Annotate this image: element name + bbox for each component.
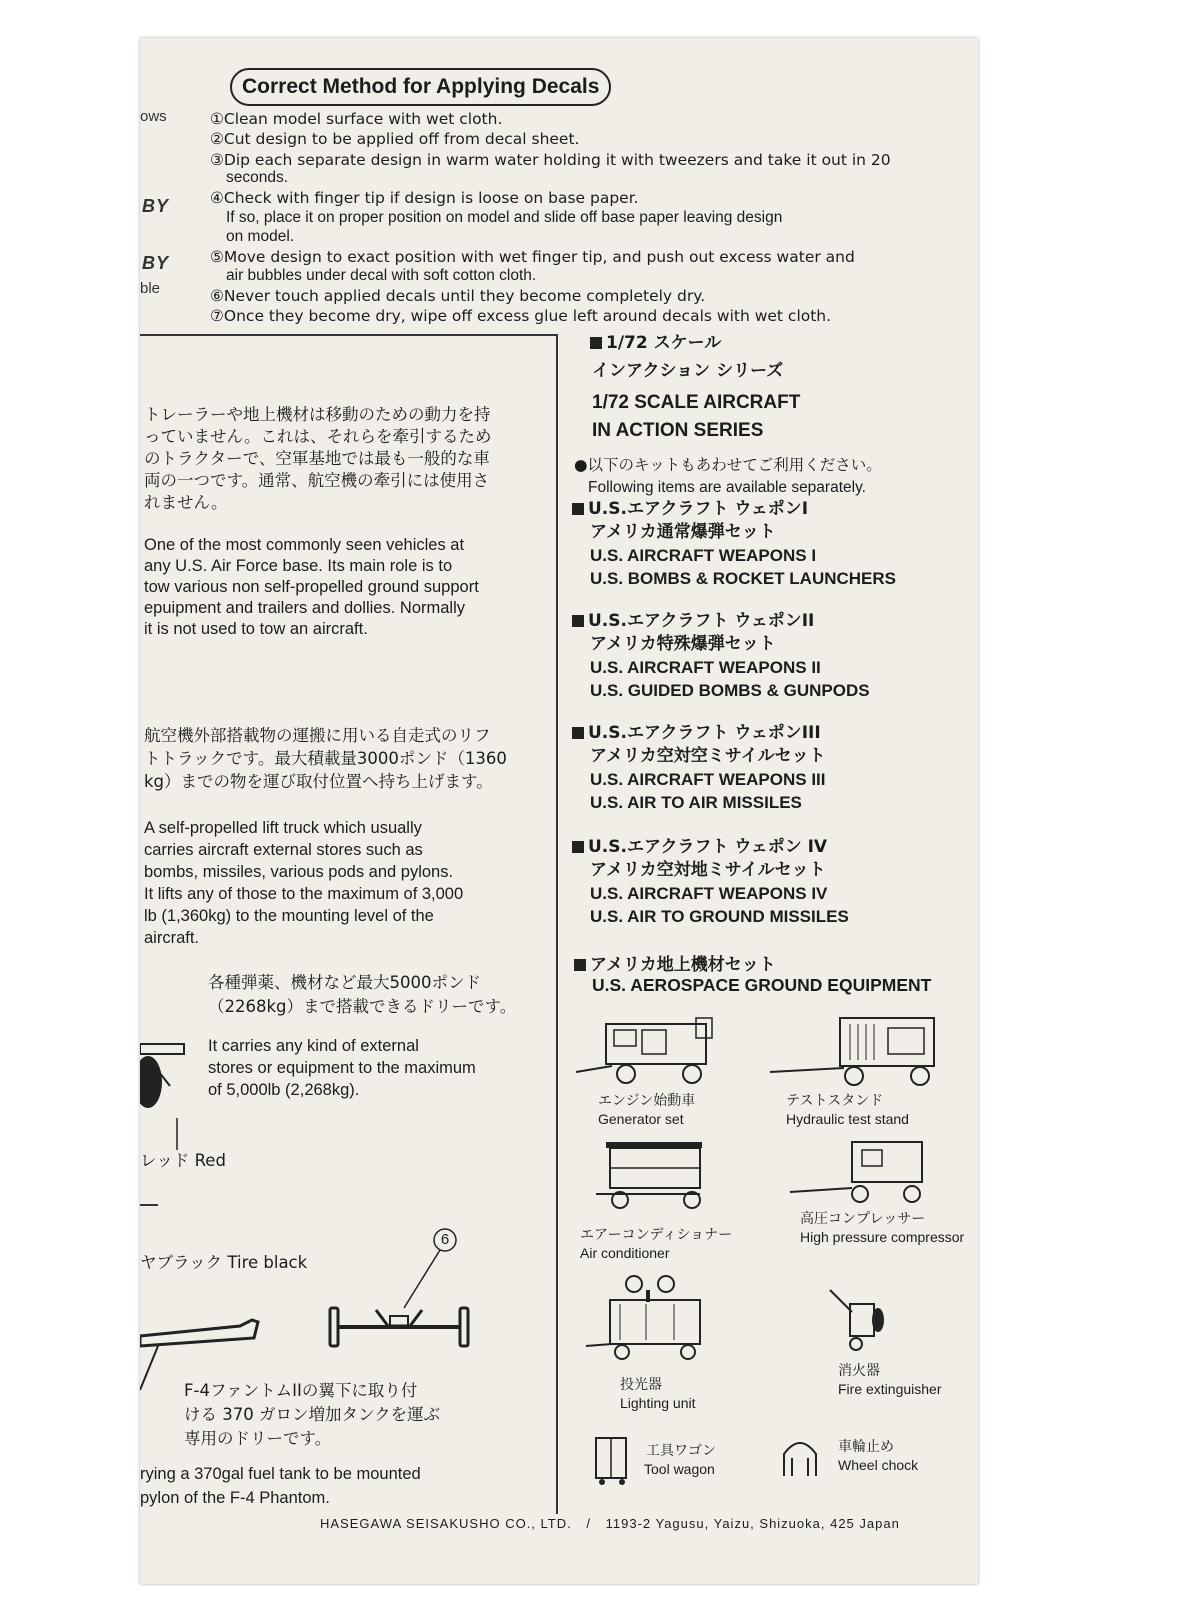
equipment-label-en: Generator set — [598, 1111, 684, 1127]
text-line: it is not used to tow an aircraft. — [144, 620, 368, 638]
margin-fragment: ble — [140, 280, 161, 297]
square-bullet-icon — [572, 503, 584, 515]
kit-subtitle-en: U.S. BOMBS & ROCKET LAUNCHERS — [590, 569, 897, 588]
text-line: aircraft. — [144, 929, 200, 947]
text-line: 各種弾薬、機材など最大5000ポンド — [208, 973, 481, 992]
text-line: tow various non self-propelled ground support — [144, 578, 479, 596]
margin-fragment: BY — [142, 196, 170, 216]
high-pressure-compressor-illustration — [790, 1138, 930, 1218]
kit-subtitle-jp: アメリカ空対空ミサイルセット — [590, 746, 826, 766]
ground-equipment-title-en: U.S. AEROSPACE GROUND EQUIPMENT — [592, 975, 932, 995]
kit-title-en: U.S. AIRCRAFT WEAPONS IV — [590, 884, 828, 903]
text-line: 航空機外部搭載物の運搬に用いる自走式のリフ — [144, 726, 491, 745]
text-line: stores or equipment to the maximum — [208, 1059, 476, 1077]
kit-subtitle-en: U.S. AIR TO AIR MISSILES — [590, 793, 802, 812]
paint-label-red: レッド Red — [140, 1151, 226, 1170]
dash-mark — [140, 1204, 158, 1206]
kit-subtitle-jp: アメリカ通常爆弾セット — [590, 522, 776, 542]
part-number: 6 — [440, 1231, 450, 1248]
equipment-label-en: Air conditioner — [580, 1245, 670, 1261]
text-line: れません。 — [144, 493, 228, 512]
fire-extinguisher-illustration — [830, 1290, 890, 1356]
decal-title: Correct Method for Applying Decals — [230, 68, 611, 106]
kit-title-en: U.S. AIRCRAFT WEAPONS II — [590, 658, 821, 677]
hydraulic-test-stand-illustration — [770, 1014, 940, 1090]
text-line: 専用のドリーです。 — [184, 1429, 332, 1448]
text-line: トレーラーや地上機材は移動のための動力を持 — [144, 405, 491, 424]
text-line: ける 370 ガロン増加タンクを運ぶ — [184, 1405, 441, 1424]
instruction-sheet — [140, 38, 978, 1584]
panel-top-rule — [140, 334, 558, 336]
equipment-label-en: Tool wagon — [644, 1461, 715, 1477]
text-line: of 5,000lb (2,268kg). — [208, 1081, 360, 1099]
square-bullet-icon — [572, 615, 584, 627]
equipment-label-jp: エアーコンディショナー — [580, 1227, 733, 1243]
decal-step: on model. — [226, 228, 295, 245]
text-line: It carries any kind of external — [208, 1037, 419, 1055]
wheel-chock-illustration — [780, 1436, 820, 1480]
paint-label-tire-black: ヤブラック Tire black — [140, 1253, 308, 1272]
text-line: pylon of the F-4 Phantom. — [140, 1489, 330, 1507]
tank-dolly-front-view — [326, 1302, 486, 1352]
decal-step: air bubbles under decal with soft cotton cloth. — [226, 267, 537, 284]
decal-step: ①Clean model surface with wet cloth. — [210, 110, 503, 128]
text-line: 両の一つです。通常、航空機の牽引には使用さ — [144, 471, 490, 490]
text-line: トトラックです。最大積載量3000ポンド（1360 — [144, 749, 507, 768]
text-line: kg）までの物を運び取付位置へ持ち上げます。 — [144, 772, 493, 791]
publisher-footer — [320, 1516, 900, 1531]
company-name: HASEGAWA SEISAKUSHO CO., LTD. — [320, 1516, 572, 1531]
square-bullet-icon — [572, 727, 584, 739]
ground-equipment-title-jp: アメリカ地上機材セット — [574, 954, 776, 977]
lighting-unit-illustration — [586, 1274, 736, 1364]
text-line: F-4ファントムIIの翼下に取り付 — [184, 1381, 418, 1400]
equipment-label-en: Hydraulic test stand — [786, 1111, 909, 1127]
kit-title-jp: U.S.エアクラフト ウェポンIII — [572, 722, 821, 745]
availability-note-en: Following items are available separately. — [588, 479, 866, 496]
generator-set-illustration — [576, 1014, 726, 1090]
text-line: rying a 370gal fuel tank to be mounted — [140, 1465, 421, 1483]
equipment-label-jp: 工具ワゴン — [646, 1443, 716, 1459]
margin-fragment: ows — [140, 108, 167, 125]
equipment-label-jp: 消火器 — [838, 1363, 880, 1379]
text-line: lb (1,360kg) to the mounting level of the — [144, 907, 434, 925]
kit-subtitle-en: U.S. GUIDED BOMBS & GUNPODS — [590, 681, 870, 700]
text-line: One of the most commonly seen vehicles at — [144, 536, 465, 554]
margin-fragment: BY — [142, 253, 170, 273]
kit-subtitle-jp: アメリカ空対地ミサイルセット — [590, 860, 826, 880]
text-line: carries aircraft external stores such as — [144, 841, 423, 859]
decal-step: ⑥Never touch applied decals until they become completely dry. — [210, 287, 706, 305]
kit-subtitle-jp: アメリカ特殊爆弾セット — [590, 634, 776, 654]
text-line: It lifts any of those to the maximum of 3,000 — [144, 885, 464, 903]
square-bullet-icon — [572, 841, 584, 853]
text-line: A self-propelled lift truck which usually — [144, 819, 422, 837]
text-line: のトラクターで、空軍基地では最も一般的な車 — [144, 449, 490, 468]
availability-note-jp: ●以下のキットもあわせてご利用ください。 — [574, 456, 882, 474]
equipment-label-en: Wheel chock — [838, 1457, 919, 1473]
equipment-label-jp: 高圧コンプレッサー — [800, 1211, 926, 1227]
decal-step: ②Cut design to be applied off from decal sheet. — [210, 130, 580, 148]
text-line: bombs, missiles, various pods and pylons. — [144, 863, 454, 881]
company-address: 1193-2 Yagusu, Yaizu, Shizuoka, 425 Japan — [605, 1516, 900, 1531]
decal-step: ④Check with finger tip if design is loose on base paper. — [210, 189, 639, 207]
dolly-wheel-illustration — [140, 1028, 200, 1128]
text-line: （2268kg）まで搭載できるドリーです。 — [208, 997, 517, 1016]
text-line: any U.S. Air Force base. Its main role is to — [144, 557, 453, 575]
text-line: epuipment and trailers and dollies. Normally — [144, 599, 465, 617]
equipment-label-jp: テストスタンド — [786, 1093, 884, 1109]
air-conditioner-illustration — [596, 1142, 716, 1222]
text-line: っていません。これは、それらを牽引するため — [144, 427, 492, 446]
kit-title-jp: U.S.エアクラフト ウェポンII — [572, 610, 814, 633]
decal-step: ⑦Once they become dry, wipe off excess glue left around decals with wet cloth. — [210, 307, 832, 325]
equipment-label-en: Fire extinguisher — [838, 1381, 942, 1397]
series-subtitle-en: IN ACTION SERIES — [592, 420, 764, 441]
equipment-label-jp: 投光器 — [620, 1377, 662, 1393]
kit-subtitle-en: U.S. AIR TO GROUND MISSILES — [590, 907, 849, 926]
decal-step: ⑤Move design to exact position with wet finger tip, and push out excess water and — [210, 248, 855, 266]
footer-separator: / — [586, 1516, 591, 1531]
decal-step: ③Dip each separate design in warm water holding it with tweezers and take it out in 20 — [210, 151, 891, 169]
tool-wagon-illustration — [594, 1436, 634, 1486]
series-title-en: 1/72 SCALE AIRCRAFT — [592, 392, 801, 413]
panel-divider — [556, 334, 558, 1514]
square-bullet-icon — [590, 337, 602, 349]
series-title-jp: 1/72 スケール — [590, 332, 721, 355]
equipment-label-en: High pressure compressor — [800, 1229, 965, 1245]
equipment-label-jp: 車輪止め — [838, 1439, 894, 1455]
equipment-label-en: Lighting unit — [620, 1395, 696, 1411]
kit-title-en: U.S. AIRCRAFT WEAPONS III — [590, 770, 826, 789]
kit-title-jp: U.S.エアクラフト ウェポンI — [572, 498, 808, 521]
decal-step: seconds. — [226, 169, 289, 186]
square-bullet-icon — [574, 959, 586, 971]
equipment-label-jp: エンジン始動車 — [598, 1093, 696, 1109]
decal-step: If so, place it on proper position on model and slide off base paper leaving design — [226, 209, 783, 226]
series-subtitle-jp: インアクション シリーズ — [592, 361, 784, 381]
kit-title-jp: U.S.エアクラフト ウェポン IV — [572, 836, 827, 859]
kit-title-en: U.S. AIRCRAFT WEAPONS I — [590, 546, 817, 565]
